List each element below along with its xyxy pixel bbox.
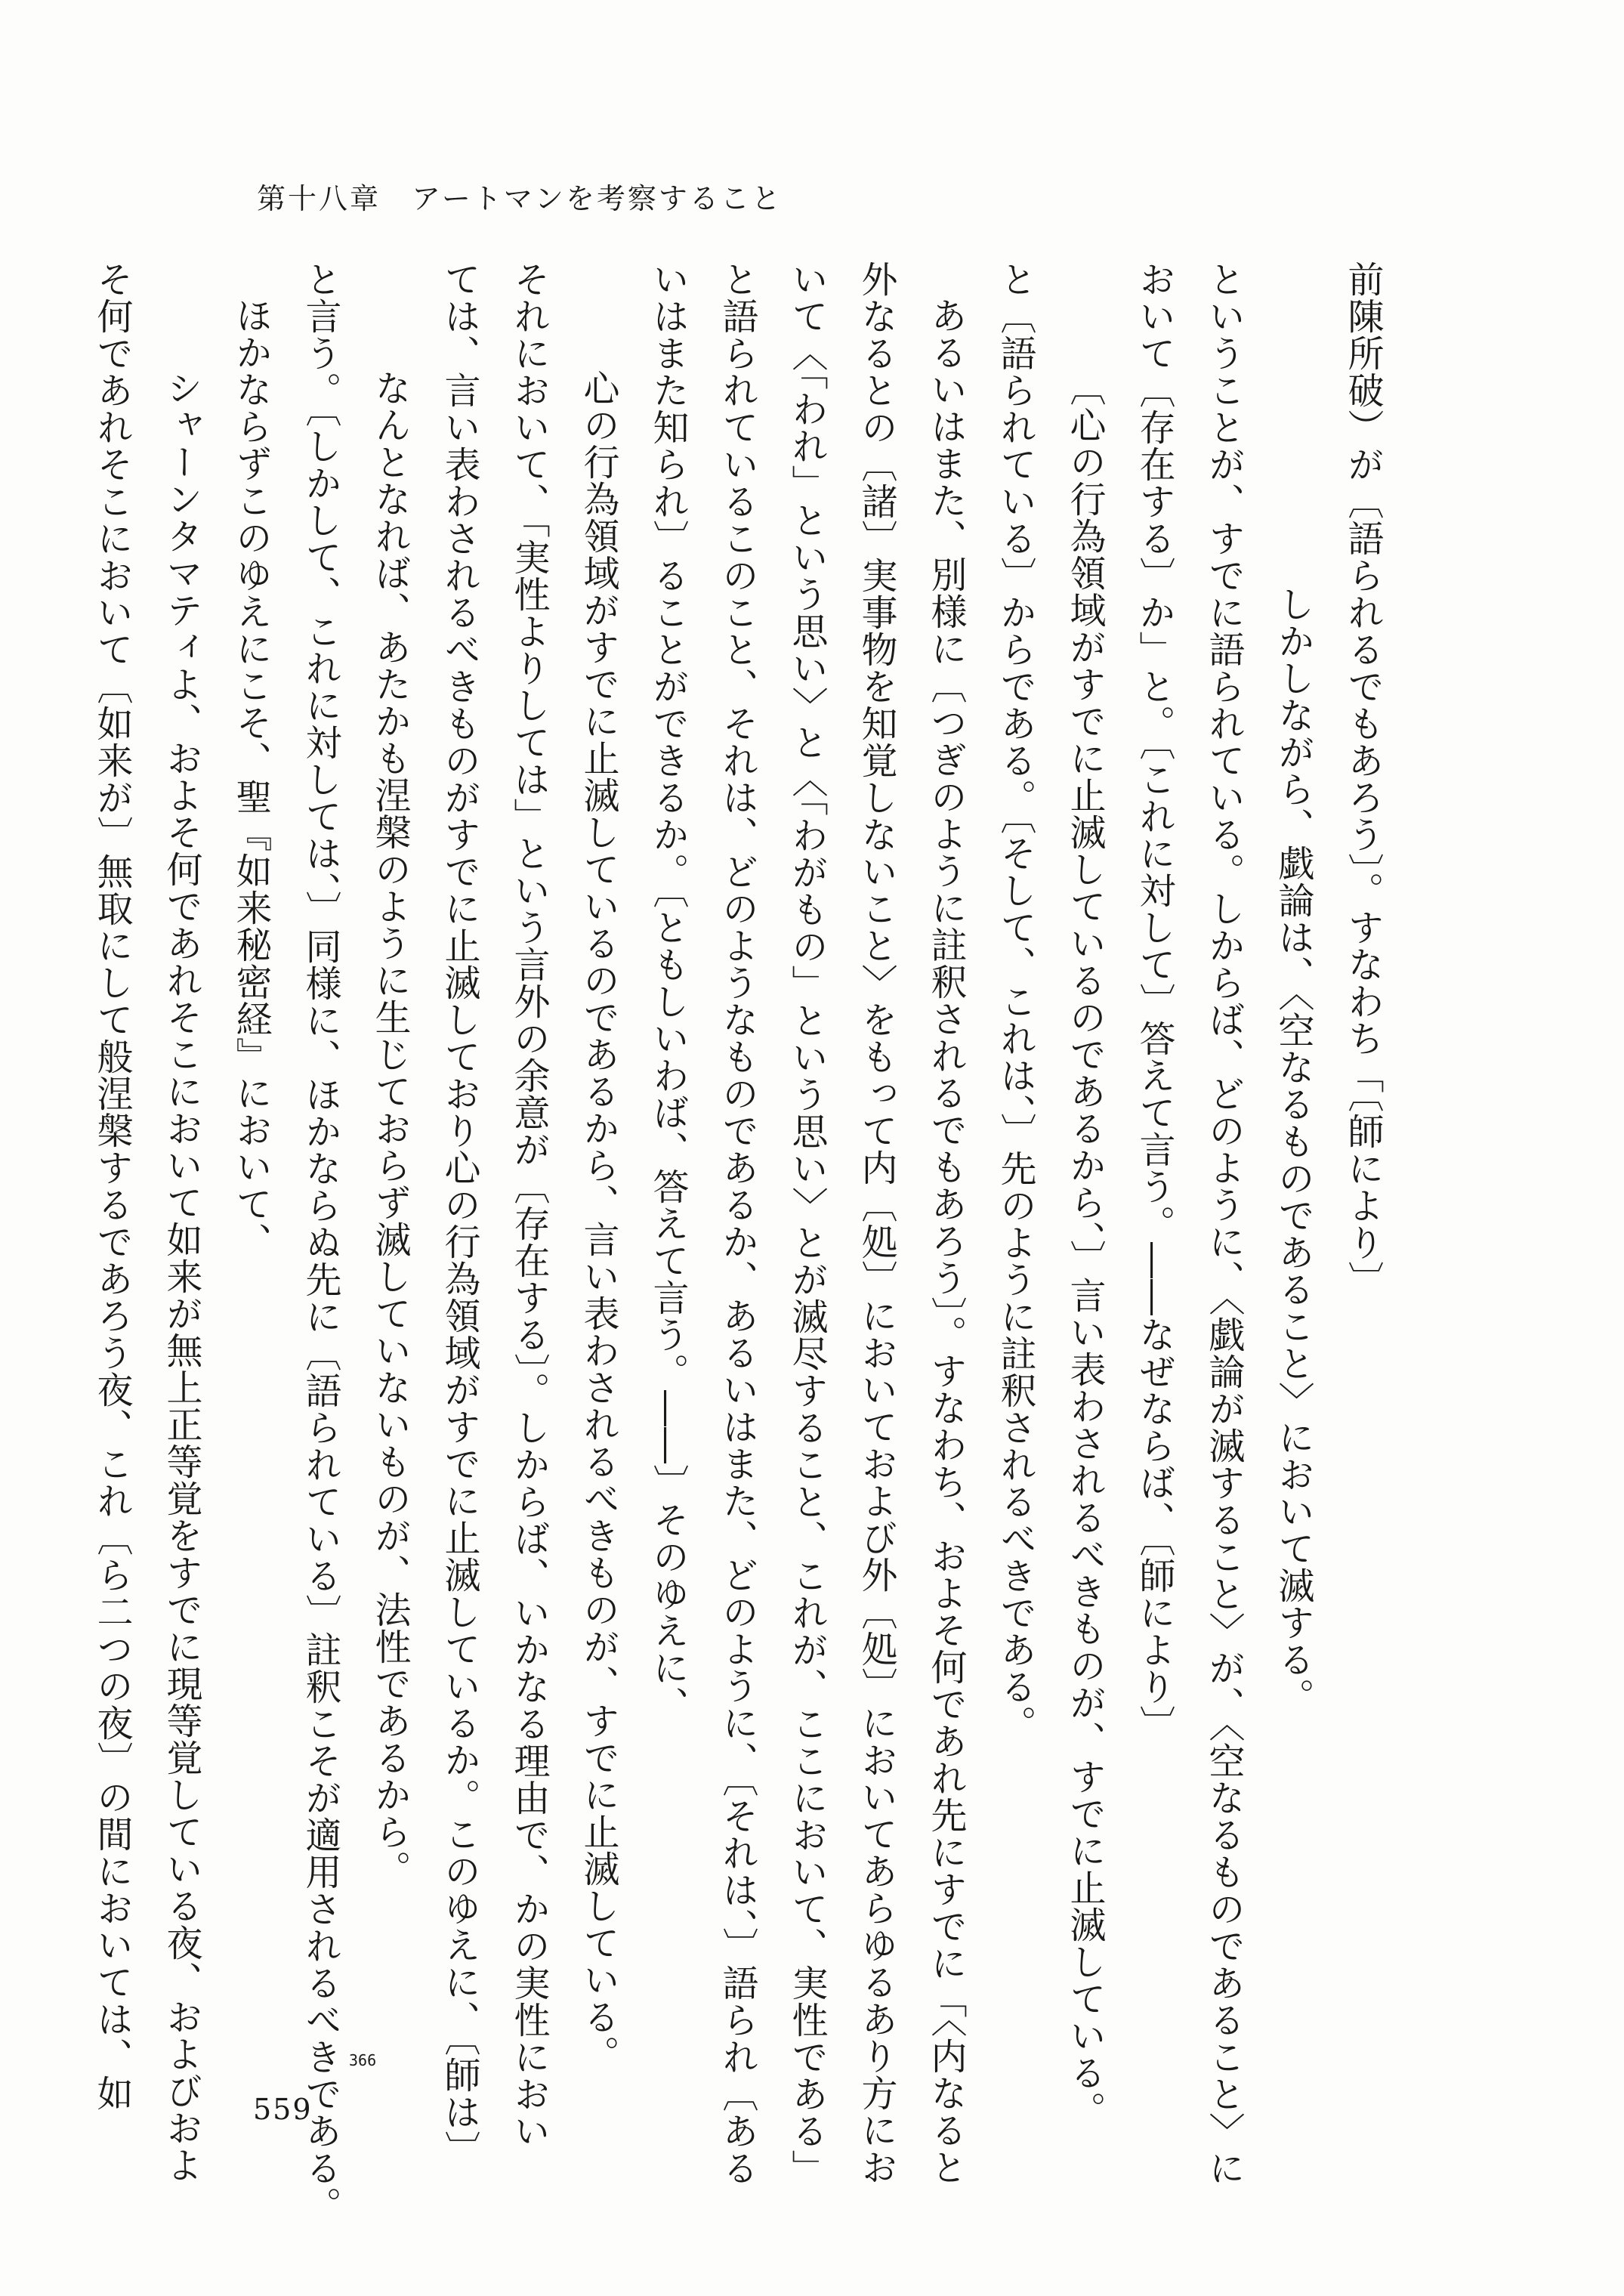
- text-line: おいて〔存在する〕か」と。〔これに対して〕答えて言う。――なぜならば、〔師により〕: [1133, 261, 1175, 1742]
- print-mark: 366: [349, 2051, 377, 2069]
- text-line: いて〈「われ」という思い〉と〈「わがもの」という思い〉とが滅尽すること、これが、ここにおいて、実性である」: [786, 261, 828, 2186]
- text-line: ほかならずこのゆえにこそ、聖『如来秘密経』において、: [230, 297, 272, 1259]
- text-line: そ何であれそこにおいて〔如来が〕無取にして般涅槃するであろう夜、これ〔ら二つの夜〕の間においては、如: [91, 261, 133, 2112]
- text-line: と語られているこのこと、それは、どのようなものであるか、あるいはまた、どのように、〔それは、〕語られ〔ある: [716, 261, 758, 2186]
- text-line: ということが、すでに語られている。しからば、どのように、〈戯論が滅すること〉が、〈空なるものであること〉に: [1203, 261, 1245, 2186]
- text-line: 心の行為領域がすでに止滅しているのであるから、言い表わされるべきものが、すでに止滅している。: [577, 369, 619, 2072]
- text-line: 前陳所破）が〔語られるでもあろう〕。すなわち「〔師により〕: [1341, 261, 1384, 1298]
- text-line: ては、言い表わされるべきものがすでに止滅しており心の行為領域がすでに止滅しているか。このゆえに、〔師は〕: [438, 261, 480, 2168]
- text-line: と〔語られている〕からである。〔そして、これは、〕先のように註釈されるべきである。: [994, 261, 1036, 1742]
- text-line: 〔心の行為領域がすでに止滅しているのであるから、〕言い表わされるべきものが、すでに止滅している。: [1064, 369, 1106, 2128]
- text-line: シャーンタマティよ、およそ何であれそこにおいて如来が無上正等覚をすでに現等覚している夜、およびおよ: [160, 369, 202, 2183]
- text-line: いはまた知られ〕ることができるか。〔ともしいわば、答えて言う。――〕そのゆえに、: [647, 261, 689, 1723]
- text-line: と言う。〔しかして、これに対しては、〕同様に、ほかならぬ先に〔語られている〕註釈こそが適用されるべきである。: [299, 261, 341, 2223]
- text-line: あるいはまた、別様に〔つぎのように註釈されるでもあろう〕。すなわち、およそ何であれ先にすでに「〈内なると: [925, 297, 967, 2186]
- running-head: 第十八章 アートマンを考察すること: [257, 182, 783, 215]
- page-number: 559: [253, 2093, 313, 2126]
- text-line: 外なるとの〔諸〕実事物を知覚しないこと〉をもって内〔処〕においておよび外〔処〕においてあらゆるあり方にお: [855, 261, 897, 2186]
- text-line: なんとなれば、あたかも涅槃のように生じておらず滅していないものが、法性であるから。: [369, 369, 411, 1887]
- text-line: それにおいて、「実性よりしては」という言外の余意が〔存在する〕。しからば、いかなる理由で、かの実性におい: [508, 261, 550, 2149]
- text-line: しかしながら、戯論は、〈空なるものであること〉において滅する。: [1272, 586, 1314, 1715]
